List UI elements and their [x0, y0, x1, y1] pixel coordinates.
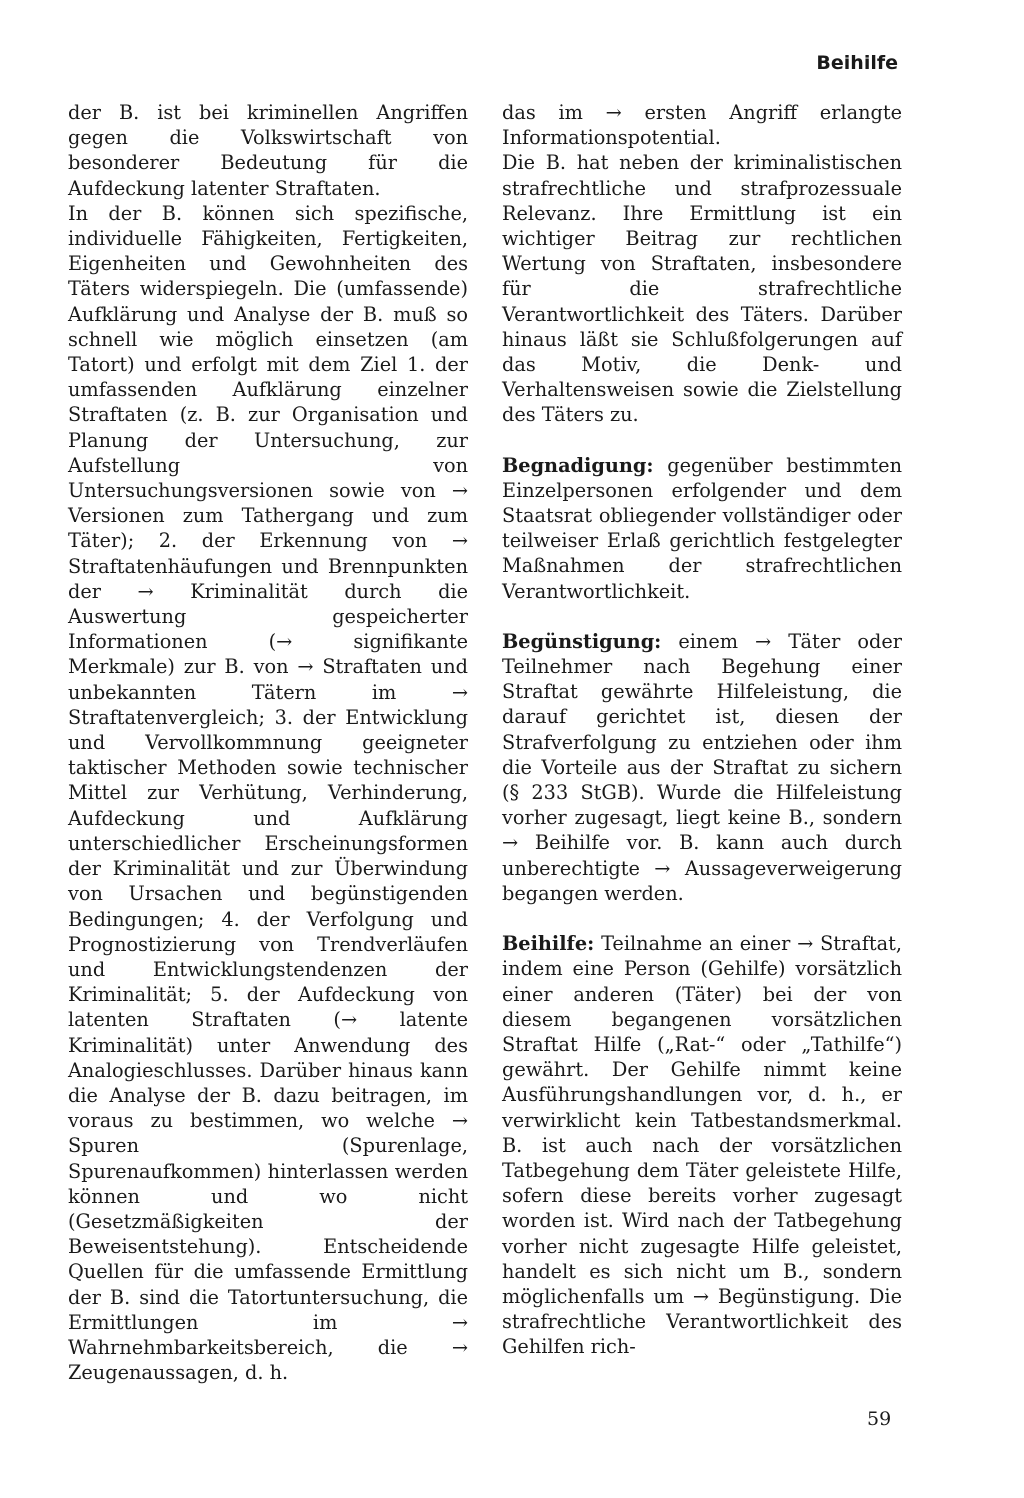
entry-term: Begünstigung: [502, 629, 662, 653]
page-number: 59 [867, 1408, 892, 1430]
entry-term: Beihilfe: [502, 932, 595, 956]
entry-text: einem → Täter oder Teilnehmer nach Begehung einer Straftat gewährte Hilfeleistung, die darauf gerichtet ist, diesen der Strafverfolgung zu entziehen oder ihm die Vorteile aus der Straftat zu sichern (§ 233 StGB). Wurde die Hilfeleistung vorher zugesagt, liegt keine B., sondern → Beihilfe vor. B. kann auch durch unberechtigte → Aussageverweigerung begangen werden. [502, 629, 902, 905]
paragraph: In der B. können sich spezifische, individuelle Fähigkeiten, Fertigkeiten, Eigenheiten und Gewohnheiten des Täters widerspiegeln. Die (umfassende) Aufklärung und Analyse der B. muß so schnell wie möglich einsetzen (am Tatort) und erfolgt mit dem Ziel 1. der umfassenden Aufklärung einzelner Straftaten (z. B. zur Organisation und Planung der Untersuchung, zur Aufstellung von Untersuchungsversionen sowie von → Versionen zum Tathergang und zum Täter); 2. der Erkennung von → Straftatenhäufungen und Brennpunkten der → Kriminalität durch die Auswertung gespeicherter Informationen (→ signifikante Merkmale) zur B. von → Straftaten und unbekannten Tätern im → Straftatenvergleich; 3. der Entwicklung und Vervollkommnung geeigneter taktischer Methoden sowie technischer Mittel zur Verhütung, Verhinderung, Aufdeckung und Aufklärung unterschiedlicher Erscheinungsformen der Kriminalität und zur Überwindung von Ursachen und begünstigenden Bedingungen; 4. der Verfolgung und Prognostizierung von Trendverläufen und Entwicklungstendenzen der Kriminalität; 5. der Aufdeckung von latenten Straftaten (→ latente Kriminalität) unter Anwendung des Analogieschlusses. Darüber hinaus kann die Analyse der B. dazu beitragen, im voraus zu bestimmen, wo welche → Spuren (Spurenlage, Spurenaufkommen) hinterlassen werden können und wo nicht (Gesetzmäßigkeiten der Beweisentstehung). Entscheidende Quellen für die umfassende Ermittlung der B. sind die Tatortuntersuchung, die Ermittlungen im → Wahrnehmbarkeitsbereich, die → Zeugenaussagen, d. h. [68, 201, 468, 1385]
paragraph: das im → ersten Angriff erlangte Informationspotential. [502, 101, 902, 150]
paragraph: Die B. hat neben der kriminalistischen strafrechtliche und strafprozessuale Relevanz. Ihre Ermittlung ist ein wichtiger Beitrag zur rechtlichen Wertung von Straftaten, insbesondere für die strafrechtliche Verantwortlichkeit des Täters. Darüber hinaus läßt sie Schlußfolgerungen auf das Motiv, die Denk- und Verhaltensweisen sowie die Zielstellung des Täters zu. [502, 151, 902, 427]
entry-text: gegenüber bestimmten Einzelpersonen erfolgender und dem Staatsrat obliegender vollständiger oder teilweiser Erlaß gerichtlich festgelegter Maßnahmen der strafrechtlichen Verantwortlichkeit. [502, 453, 902, 603]
paragraph: der B. ist bei kriminellen Angriffen gegen die Volkswirtschaft von besonderer Bedeutung für die Aufdeckung latenter Straftaten. [68, 101, 468, 200]
entry-begnadigung [502, 453, 902, 604]
entry-text: Teilnahme an einer → Straftat, indem eine Person (Gehilfe) vorsätzlich einer anderen (Täter) bei der von diesem begangenen vorsätzlichen Straftat Hilfe („Rat-“ oder „Tathilfe“) gewährt. Der Gehilfe nimmt keine Ausführungshandlungen vor, d. h., er verwirklicht kein Tatbestandsmerkmal. B. ist auch nach der vorsätzlichen Tatbegehung dem Täter geleistete Hilfe, sofern diese bereits vorher zugesagt worden ist. Wird nach der Tatbegehung vorher nicht zugesagte Hilfe geleistet, handelt es sich nicht um B., sondern möglichenfalls um → Begünstigung. Die strafrechtliche Verantwortlichkeit des Gehilfen rich- [502, 932, 903, 1359]
entry-beguenstigung [502, 629, 902, 906]
right-column [502, 100, 902, 1360]
entry-term: Begnadigung: [502, 453, 654, 477]
running-head: Beihilfe [816, 52, 898, 74]
entry-beihilfe [502, 931, 902, 1359]
left-column [68, 100, 468, 1385]
